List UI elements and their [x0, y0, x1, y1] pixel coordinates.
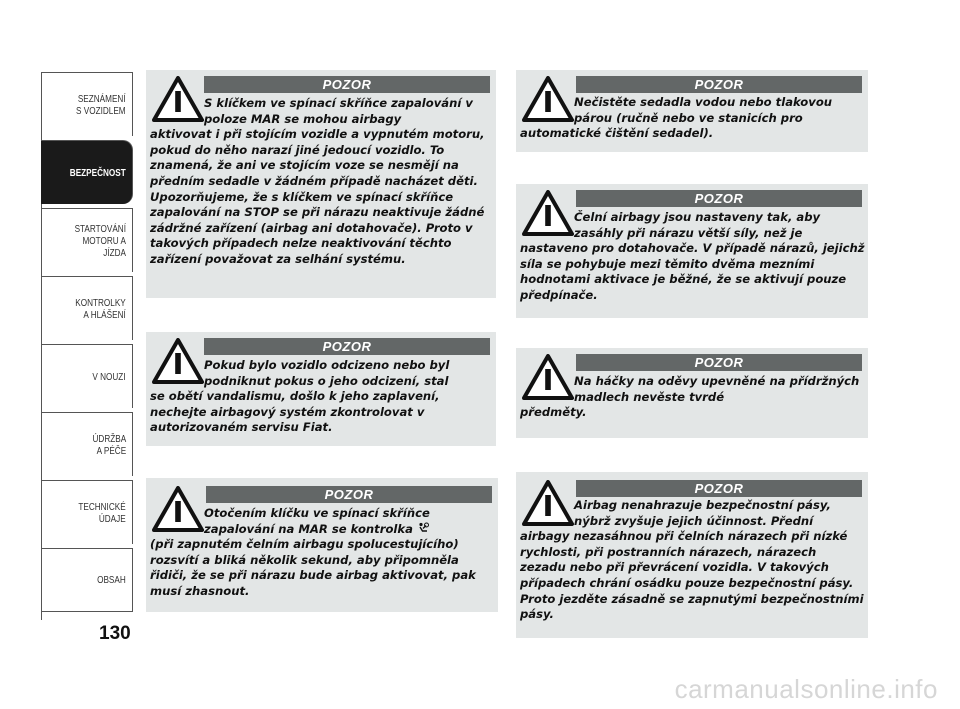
warning-lead: Na háčky na oděvy upevněné na přídržných madlech nevěste tvrdé	[574, 374, 860, 404]
sidebar-tab-kontrolky[interactable]	[41, 276, 133, 340]
warning-body: (při zapnutém čelním airbagu spolucestujícího) rozsvítí a bliká několik sekund, aby připomněla řidiči, že se při nárazu bude airbag aktivovat, pak musí zhasnout.	[150, 537, 476, 598]
sidebar-tab-seznameni[interactable]	[41, 72, 133, 136]
sidebar-tab-label: OBSAH	[97, 574, 126, 586]
warning-lead-line	[150, 506, 496, 537]
warning-body: aktivovat i při stojícím vozidle a vypnutém motoru, pokud do něho narazí jiné jedoucí vozidlo. To znamená, že ani ve stojícím voze se nesmějí na předním sedadle v žádném případě nacházet děti. Upozorňujeme, že s klíčkem ve spínací skříňce zapalování na STOP se při nárazu neaktivuje žádné zádržné zařízení (airbag ani dotahovače). Proto v takových případech nelze neaktivování těchto zařízení považovat za selhání systému.	[150, 127, 485, 266]
warning-text	[520, 498, 866, 623]
sidebar-tab-label: STARTOVÁNÍ MOTORU A JÍZDA	[74, 222, 126, 259]
warning-lead: Nečistěte sedadla vodou nebo tlakovou párou (ručně nebo ve stanicích pro	[574, 95, 833, 125]
warning-box	[516, 348, 868, 438]
sidebar-tab-bezpecnost[interactable]	[41, 140, 133, 204]
warning-lead: Čelní airbagy jsou nastaveny tak, aby zasáhly při nárazu větší síly, než je	[574, 210, 821, 240]
warning-lead: Pokud bylo vozidlo odcizeno nebo byl podniknut pokus o jeho odcizení, stal	[204, 358, 450, 388]
warning-title: POZOR	[576, 480, 862, 497]
sidebar-tab-startovani[interactable]	[41, 208, 133, 272]
warning-title: POZOR	[204, 338, 490, 355]
sidebar-tab-obsah[interactable]	[41, 548, 133, 612]
warning-title: POZOR	[576, 190, 862, 207]
warning-title: POZOR	[206, 486, 492, 503]
warning-box	[516, 184, 868, 318]
warning-body: nastaveno pro dotahovače. V případě nárazů, jejichž síla se pohybuje mezi těmito dvěma mezními hodnotami aktivace je běžné, že se aktivují pouze předpínače.	[520, 241, 865, 302]
warning-lead: S klíčkem ve spínací skříňce zapalování v poloze MAR se mohou airbagy	[204, 96, 473, 126]
page-number: 130	[99, 623, 131, 644]
warning-box	[146, 332, 496, 446]
warning-body: se obětí vandalismu, došlo k jeho zaplavení, nechejte airbagový systém zkontrolovat v autorizovaném servisu Fiat.	[150, 389, 440, 435]
warning-title: POZOR	[576, 354, 862, 371]
warning-title: POZOR	[204, 76, 490, 93]
warning-text	[150, 506, 496, 600]
warning-text	[520, 95, 866, 142]
sidebar-tab-label: BEZPEČNOST	[70, 166, 126, 179]
chapter-sidebar	[41, 72, 133, 620]
warning-text	[520, 210, 866, 304]
sidebar-tab-label: KONTROLKY A HLÁŠENÍ	[75, 296, 126, 321]
sidebar-tab-technicke[interactable]	[41, 480, 133, 544]
warning-title: POZOR	[576, 76, 862, 93]
watermark: carmanualsonline.info	[674, 674, 938, 704]
sidebar-tab-label: ÚDRŽBA A PÉČE	[92, 432, 126, 457]
warning-box	[146, 70, 496, 298]
warning-box	[516, 472, 868, 638]
warning-body: předměty.	[520, 405, 587, 420]
sidebar-tab-label: SEZNÁMENÍ S VOZIDLEM	[76, 92, 126, 117]
warning-box	[146, 478, 498, 612]
warning-body: automatické čištění sedadel).	[520, 126, 714, 141]
warning-text	[520, 374, 866, 421]
warning-text	[150, 96, 494, 268]
sidebar-tab-label: V NOUZI	[92, 370, 126, 383]
sidebar-tab-label: TECHNICKÉ ÚDAJE	[78, 500, 126, 525]
sidebar-tab-v-nouzi[interactable]	[41, 344, 133, 408]
warning-body: airbagy nezasáhnou při čelních nárazech při nízké rychlosti, při postranních nárazech, nárazech zezadu nebo při převrácení vozidla. V takových případech chrání osádku pouze bezpečnostní pásy. Proto jezděte zásadně se zapnutými bezpečnostními pásy.	[520, 529, 864, 622]
sidebar-tab-udrzba[interactable]	[41, 412, 133, 476]
warning-lead: Otočením klíčku ve spínací skříňce zapalování na MAR se kontrolka	[204, 506, 430, 536]
warning-box	[516, 70, 868, 152]
warning-lead: Airbag nenahrazuje bezpečnostní pásy, nýbrž zvyšuje jejich účinnost. Přední	[574, 498, 831, 528]
warning-text	[150, 358, 494, 436]
airbag-warning-light-icon	[417, 522, 429, 534]
